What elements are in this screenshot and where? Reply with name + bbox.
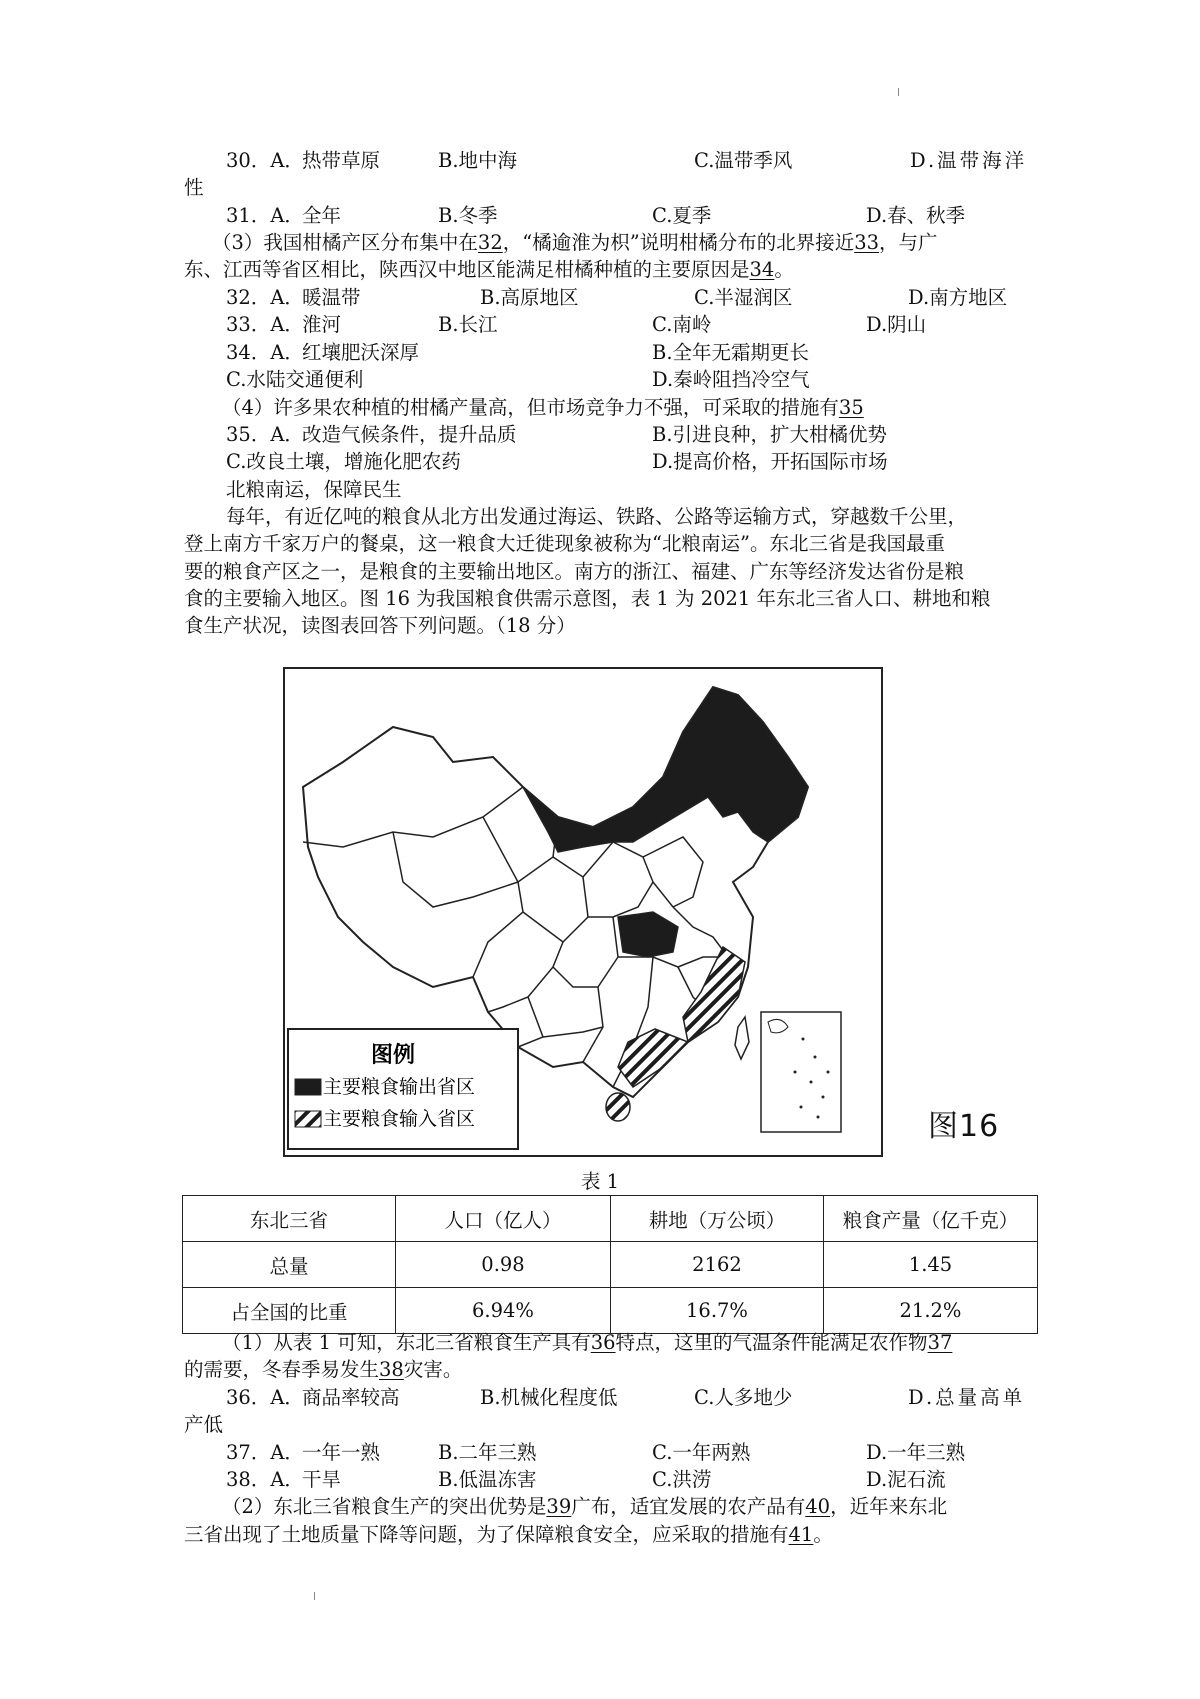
table-cell: 21.2% [824,1288,1038,1334]
q35-option-c: C.改良土壤，增施化肥农药 [226,450,461,473]
table-header-cell: 粮食产量（亿千克） [824,1196,1038,1242]
q36-option-a: 商品率较高 [302,1386,400,1409]
q30-num: 30．A． [226,149,304,172]
q38-num: 38．A． [226,1468,304,1491]
q38-option-c: C.洪涝 [652,1468,712,1491]
china-grain-map [283,667,883,1157]
q38-option-d: D.泥石流 [866,1468,946,1491]
q30-option-a: 热带草原 [302,149,381,172]
legend-input-swatch [295,1111,321,1127]
q36-num: 36．A． [226,1386,304,1409]
q31-num: 31．A． [226,204,304,227]
q31-option-d: D.春、秋季 [866,204,966,227]
q36-option-c: C.人多地少 [694,1386,793,1409]
blank-33: 33 [854,231,880,254]
blank-32: 32 [477,231,503,254]
table-cell: 占全国的比重 [183,1288,396,1334]
subquestion-1-line1: （1）从表 1 可知，东北三省粮食生产具有36特点，这里的气温条件能满足农作物37 [222,1331,953,1354]
q35-option-d: D.提高价格，开拓国际市场 [652,450,888,473]
scan-mark [314,1592,315,1600]
map-legend [288,1029,518,1149]
q32-num: 32．A． [226,286,304,309]
population-farmland-grain-table [182,1195,1038,1334]
blank-40: 40 [805,1495,831,1518]
subquestion-1-line2: 的需要，冬春季易发生38灾害。 [184,1358,463,1381]
q31-option-b: B.冬季 [438,204,498,227]
table-row [183,1288,1038,1334]
blank-39: 39 [546,1495,572,1518]
q32-option-c: C.半湿润区 [694,286,793,309]
blank-35: 35 [838,396,864,419]
q30-option-c: C.温带季风 [694,149,793,172]
q34-option-a: 红壤肥沃深厚 [302,341,420,364]
section-title: 北粮南运，保障民生 [226,478,402,501]
table-title: 表 1 [580,1170,620,1193]
q30-option-b: B.地中海 [438,149,518,172]
section-paragraph-line: 食的主要输入地区。图 16 为我国粮食供需示意图，表 1 为 2021 年东北三省人口、耕地和粮 [184,587,991,610]
q33-option-d: D.阴山 [866,313,927,336]
table-header-row [183,1196,1038,1242]
section-paragraph-line: 要的粮食产区之一，是粮食的主要输出地区。南方的浙江、福建、广东等经济发达省份是粮 [184,560,965,583]
q38-option-a: 干旱 [302,1468,342,1491]
taiwan-island [735,1017,749,1059]
blank-34: 34 [749,258,775,281]
q37-option-b: B.二年三熟 [438,1441,537,1464]
q36-option-b: B.机械化程度低 [480,1386,618,1409]
legend-input-label: 主要粮食输入省区 [323,1108,476,1130]
q34-option-c: C.水陆交通便利 [226,368,364,391]
q36-option-d-cont: 产低 [184,1413,224,1436]
legend-title: 图例 [370,1043,416,1068]
q31-option-c: C.夏季 [652,204,712,227]
table-cell: 0.98 [396,1242,611,1288]
q37-num: 37．A． [226,1441,304,1464]
table-cell: 总量 [183,1242,396,1288]
subquestion-4: （4）许多果农种植的柑橘产量高，但市场竞争力不强，可采取的措施有35 [222,396,864,419]
q37-option-d: D.一年三熟 [866,1441,966,1464]
q37-option-a: 一年一熟 [302,1441,381,1464]
subquestion-2-line1: （2）东北三省粮食生产的突出优势是39广布，适宜发展的农产品有40，近年来东北 [222,1495,948,1518]
scan-mark [898,88,899,96]
figure-label: 图16 [928,1109,1000,1144]
south-china-sea-inset [761,1012,841,1132]
table-cell: 1.45 [824,1242,1038,1288]
q30-option-d-cont: 性 [184,176,204,199]
q33-option-c: C.南岭 [652,313,712,336]
q38-option-b: B.低温冻害 [438,1468,537,1491]
table-row [183,1242,1038,1288]
table-header-cell: 耕地（万公顷） [611,1196,824,1242]
blank-37: 37 [927,1331,953,1354]
q34-num: 34．A． [226,341,304,364]
q37-option-c: C.一年两熟 [652,1441,751,1464]
q35-option-a: 改造气候条件，提升品质 [302,423,517,446]
table-header-cell: 人口（亿人） [396,1196,611,1242]
section-paragraph-line: 登上南方千家万户的餐桌，这一粮食大迁徙现象被称为“北粮南运”。东北三省是我国最重 [184,532,945,555]
q36-option-d: D.总量高单 [908,1386,1026,1409]
legend-output-swatch [295,1079,321,1095]
table-header-cell: 东北三省 [183,1196,396,1242]
q33-option-a: 淮河 [302,313,342,336]
subquestion-2-line2: 三省出现了土地质量下降等问题，为了保障粮食安全，应采取的措施有41。 [184,1523,833,1546]
q33-num: 33．A． [226,313,304,336]
q32-option-b: B.高原地区 [480,286,579,309]
table-cell: 2162 [611,1242,824,1288]
q30-option-d: D.温带海洋 [910,149,1028,172]
q31-option-a: 全年 [302,204,342,227]
q34-option-b: B.全年无霜期更长 [652,341,810,364]
q32-option-a: 暖温带 [302,286,361,309]
blank-38: 38 [379,1358,404,1381]
q34-option-d: D.秦岭阻挡冷空气 [652,368,810,391]
q35-option-b: B.引进良种，扩大柑橘优势 [652,423,888,446]
q33-option-b: B.长江 [438,313,498,336]
q35-num: 35．A． [226,423,304,446]
legend-output-label: 主要粮食输出省区 [323,1076,476,1098]
table-cell: 6.94% [396,1288,611,1334]
section-paragraph-line: 食生产状况，读图表回答下列问题。（18 分） [184,614,576,637]
subquestion-3-line1: （3）我国柑橘产区分布集中在32，“橘逾淮为枳”说明柑橘分布的北界接近33，与广 [212,231,938,254]
subquestion-3-line2: 东、江西等省区相比，陕西汉中地区能满足柑橘种植的主要原因是34。 [184,258,794,281]
input-region-hainan [606,1093,630,1121]
blank-36: 36 [590,1331,616,1354]
blank-41: 41 [788,1523,814,1546]
q32-option-d: D.南方地区 [908,286,1008,309]
section-paragraph-line: 每年，有近亿吨的粮食从北方出发通过海运、铁路、公路等运输方式，穿越数千公里， [226,505,968,528]
table-cell: 16.7% [611,1288,824,1334]
